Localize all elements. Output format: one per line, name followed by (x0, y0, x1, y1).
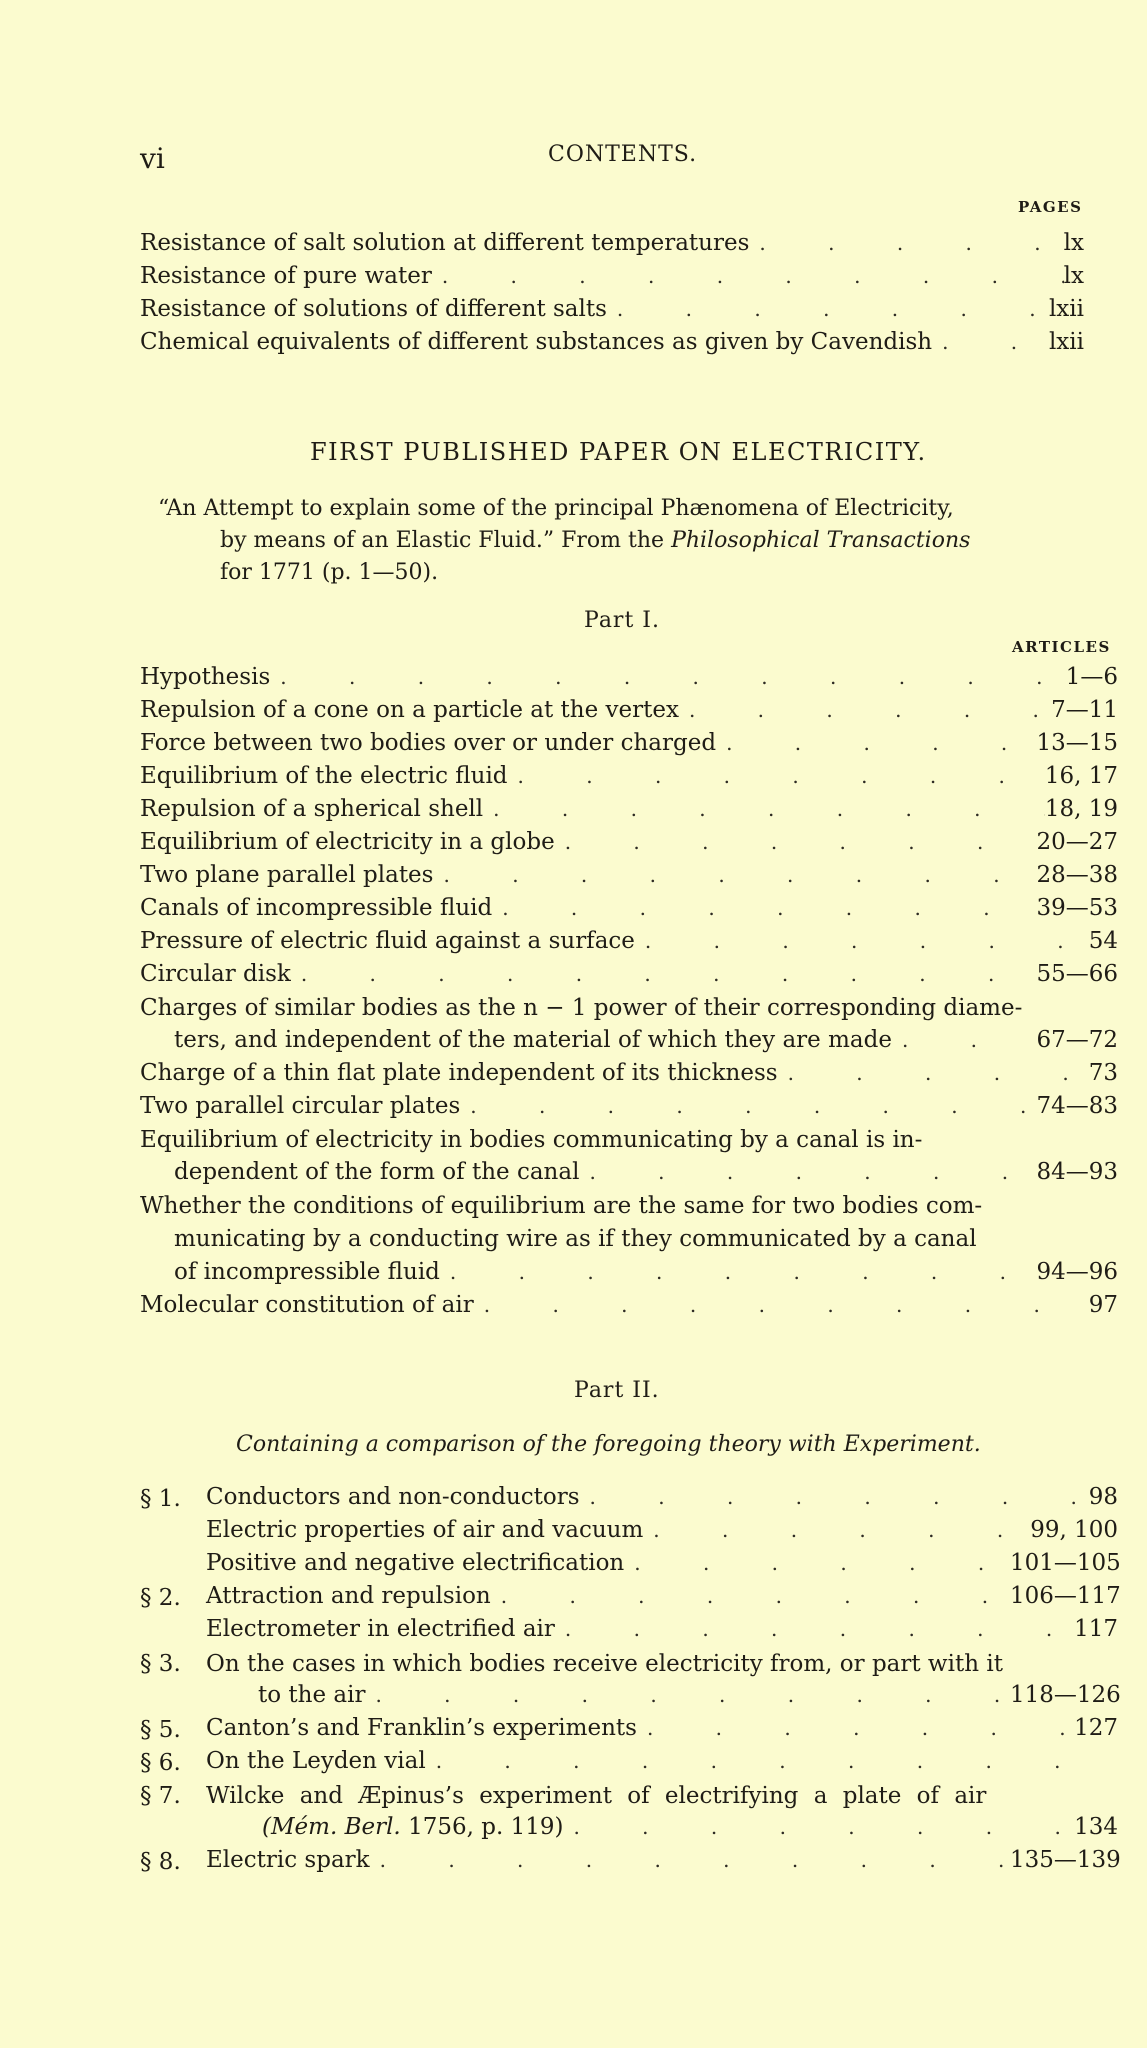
charges-line-1: Charges of similar bodies as the n − 1 power of their corresponding diame- (140, 995, 1023, 1021)
list-item: Repulsion of a cone on a particle at the vertex . . . 7—11 (140, 697, 1118, 729)
equil-line-1: Equilibrium of electricity in bodies communicating by a canal is in- (140, 1127, 923, 1153)
list-item: Two parallel circular plates . . . 74—83 (140, 1093, 1118, 1125)
list-item: Positive and negative electrification . . . 101—105 (206, 1550, 1118, 1582)
list-item: Electric properties of air and vacuum . . . 99, 100 (206, 1517, 1118, 1549)
list-item: Electrometer in electrified air . . . 117 (206, 1616, 1118, 1648)
list-item: Pressure of electric fluid against a surface . . . 54 (140, 928, 1118, 960)
list-item: Hypothesis . . . 1—6 (140, 664, 1118, 696)
s3-line-1: On the cases in which bodies receive electricity from, or part with it (206, 1651, 1003, 1677)
list-item: dependent of the form of the canal . . . 84—93 (174, 1159, 1118, 1191)
section-number: § 6. (140, 1750, 181, 1776)
list-item: Attraction and repulsion . . . 106—117 (206, 1583, 1118, 1615)
section-number: § 3. (140, 1651, 181, 1677)
list-item: of incompressible fluid . . . 94—96 (174, 1259, 1118, 1291)
list-item: Chemical equivalents of different substances as given by Cavendish . . . lxii (140, 329, 1084, 361)
section-number: § 8. (140, 1849, 181, 1875)
list-item: Circular disk . . . 55—66 (140, 961, 1118, 993)
list-item: to the air . . . 118—126 (258, 1682, 1118, 1714)
list-item: Electric spark . . . 135—139 (206, 1847, 1118, 1879)
list-item: Canals of incompressible fluid . . . 39—53 (140, 895, 1118, 927)
citation-line-1: “An Attempt to explain some of the principal Phænomena of Electricity, (158, 496, 954, 521)
list-item: Force between two bodies over or under charged . . . 13—15 (140, 730, 1118, 762)
running-title: CONTENTS. (548, 142, 698, 167)
list-item: Molecular constitution of air . . . 97 (140, 1292, 1118, 1324)
section-number: § 1. (140, 1486, 181, 1512)
page-number: vi (140, 142, 165, 175)
list-item: Resistance of solutions of different salts . . . lxii (140, 296, 1084, 328)
part-2-subtitle: Containing a comparison of the foregoing theory with Experiment. (236, 1432, 981, 1457)
whether-line-2: municating by a conducting wire as if they communicated by a canal (174, 1226, 977, 1252)
s7-line-1: Wilcke and Æpinus’s experiment of electrifying a plate of air (206, 1783, 987, 1809)
paper-heading: FIRST PUBLISHED PAPER ON ELECTRICITY. (310, 438, 927, 466)
part-2-title: Part II. (574, 1378, 660, 1403)
list-item: Repulsion of a spherical shell . . . 18, 19 (140, 796, 1118, 828)
articles-column-head: ARTICLES (1012, 638, 1111, 656)
list-item: Resistance of pure water . . . lx (140, 263, 1084, 295)
list-item: ters, and independent of the material of which they are made . . . 67—72 (174, 1027, 1118, 1059)
whether-line-1: Whether the conditions of equilibrium are the same for two bodies com- (140, 1193, 983, 1219)
list-item: Two plane parallel plates . . . 28—38 (140, 862, 1118, 894)
part-1-title: Part I. (584, 608, 660, 633)
section-number: § 7. (140, 1783, 181, 1809)
list-item: Equilibrium of electricity in a globe . . . 20—27 (140, 829, 1118, 861)
list-item: (Mém. Berl. 1756, p. 119) . . . 134 (262, 1814, 1118, 1846)
list-item: Conductors and non-conductors . . . 98 (206, 1484, 1118, 1516)
section-number: § 5. (140, 1717, 181, 1743)
list-item: On the Leyden vial . . . (206, 1748, 1118, 1780)
pages-column-head: PAGES (1018, 198, 1083, 216)
list-item: Charge of a thin flat plate independent of its thickness . . . 73 (140, 1060, 1118, 1092)
section-number: § 2. (140, 1585, 181, 1611)
list-item: Canton’s and Franklin’s experiments . . . 127 (206, 1715, 1118, 1747)
list-item: Resistance of salt solution at different temperatures . . . lx (140, 230, 1084, 262)
citation-line-3: for 1771 (p. 1—50). (220, 560, 439, 585)
list-item: Equilibrium of the electric fluid . . . 16, 17 (140, 763, 1118, 795)
citation-line-2: by means of an Elastic Fluid.” From the Philosophical Transactions (220, 528, 971, 553)
